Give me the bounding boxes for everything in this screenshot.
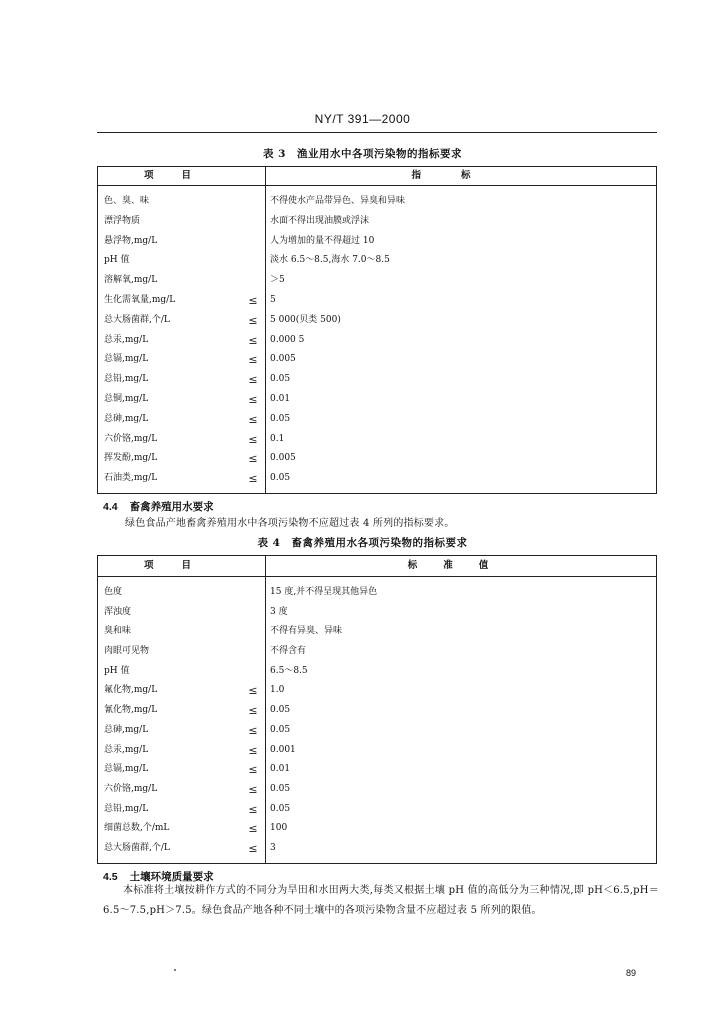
- table-row: [98, 370, 656, 390]
- row-value: 100: [270, 823, 288, 834]
- table4-caption: 表 4 畜禽养殖用水各项污染物的指标要求: [257, 537, 468, 549]
- row-item: 细菌总数,个/mL: [104, 823, 170, 834]
- row-value: 0.01: [270, 393, 291, 404]
- row-item: 总砷,mg/L: [104, 724, 149, 735]
- table-row: [98, 251, 656, 271]
- section-4-5-title: 土壤环境质量要求: [129, 871, 214, 883]
- section-4-4-title: 畜禽养殖用水要求: [129, 501, 214, 513]
- row-item: 肉眼可见物: [104, 646, 150, 657]
- table-row: [98, 839, 656, 859]
- row-limit-symbol: [242, 622, 264, 642]
- row-value: 不得含有: [270, 646, 307, 657]
- row-value: 0.000 5: [270, 334, 305, 345]
- row-item: 石油类,mg/L: [104, 473, 158, 484]
- row-limit-symbol: [242, 232, 264, 252]
- table-row: [98, 311, 656, 331]
- row-limit-symbol: ≤: [248, 802, 258, 816]
- row-item: 总大肠菌群,个/L: [104, 842, 170, 853]
- row-value: 0.005: [270, 453, 296, 464]
- row-limit-symbol: ≤: [248, 432, 258, 446]
- row-limit-symbol: ≤: [248, 293, 258, 307]
- table-row: [98, 701, 656, 721]
- row-limit-symbol: [242, 603, 264, 623]
- table-row: [98, 469, 656, 489]
- row-item: 漂浮物质: [104, 215, 141, 226]
- section-4-4-heading: [103, 499, 214, 514]
- row-value: 0.05: [270, 413, 291, 424]
- row-value: 1.0: [270, 685, 285, 696]
- row-item: 色、臭、味: [104, 196, 150, 206]
- row-limit-symbol: ≤: [248, 704, 258, 718]
- row-item: 总汞,mg/L: [104, 334, 149, 345]
- row-value: 人为增加的量不得超过 10: [270, 235, 375, 246]
- table-row: [98, 642, 656, 662]
- row-item: 氰化物,mg/L: [104, 705, 158, 716]
- section-4-4-text: 绿色食品产地畜禽养殖用水中各项污染物不应超过表 4 所列的指标要求。: [125, 518, 455, 529]
- row-limit-symbol: ≤: [248, 782, 258, 796]
- row-value: 淡水 6.5～8.5,海水 7.0～8.5: [270, 255, 390, 266]
- row-value: 15 度,并不得呈现其他异色: [270, 587, 378, 597]
- row-value: 3: [270, 842, 276, 853]
- table-row: [98, 819, 656, 839]
- row-value: 0.001: [270, 744, 296, 755]
- row-limit-symbol: [242, 642, 264, 662]
- table-row: [98, 741, 656, 761]
- table3: [97, 166, 657, 494]
- row-value: 0.05: [270, 724, 291, 735]
- table-row: [98, 350, 656, 370]
- row-limit-symbol: ≤: [248, 412, 258, 426]
- row-limit-symbol: [242, 583, 264, 603]
- row-item: pH 值: [104, 665, 130, 676]
- table-row: [98, 410, 656, 430]
- row-item: 浑浊度: [104, 606, 132, 617]
- section-4-4-number: 4.4: [103, 501, 118, 513]
- header-rule: [97, 132, 657, 133]
- row-value: 6.5～8.5: [270, 665, 308, 676]
- row-item: 总大肠菌群,个/L: [104, 314, 170, 325]
- page-number: 89: [626, 968, 637, 978]
- table-row: [98, 430, 656, 450]
- table-row: [98, 212, 656, 232]
- table4-col-value: 标准值: [407, 560, 515, 571]
- row-limit-symbol: ≤: [248, 763, 258, 777]
- row-limit-symbol: ≤: [248, 353, 258, 367]
- row-limit-symbol: ≤: [248, 392, 258, 406]
- row-limit-symbol: ≤: [248, 452, 258, 466]
- table-row: [98, 603, 656, 623]
- row-item: 总铅,mg/L: [104, 374, 149, 385]
- table4-col-item: 项目: [98, 556, 266, 576]
- row-limit-symbol: ≤: [248, 472, 258, 486]
- table-row: [98, 662, 656, 682]
- row-value: 5: [270, 294, 276, 305]
- row-item: 生化需氧量,mg/L: [104, 294, 176, 305]
- row-value: ＞5: [270, 275, 285, 286]
- row-item: 总砷,mg/L: [104, 413, 149, 424]
- row-limit-symbol: ≤: [248, 822, 258, 836]
- row-item: 总镉,mg/L: [104, 764, 149, 775]
- table4-header: [98, 556, 656, 577]
- table-row: [98, 780, 656, 800]
- row-value: 5 000(贝类 500): [270, 314, 341, 325]
- row-limit-symbol: ≤: [248, 723, 258, 737]
- table-row: [98, 681, 656, 701]
- row-value: 0.05: [270, 705, 291, 716]
- row-item: 总铅,mg/L: [104, 803, 149, 814]
- row-value: 水面不得出现油膜或浮沫: [270, 215, 370, 226]
- row-limit-symbol: ≤: [248, 373, 258, 387]
- row-item: 臭和味: [104, 626, 132, 637]
- row-value: 0.05: [270, 803, 291, 814]
- table-row: [98, 271, 656, 291]
- row-limit-symbol: ≤: [248, 333, 258, 347]
- row-item: 色度: [104, 587, 123, 597]
- section-4-5-number: 4.5: [103, 871, 118, 883]
- section-4-5-text: 本标准将土壤按耕作方式的不同分为旱田和水田两大类,每类又根据土壤 pH 值的高低分为三种情况,即 pH＜6.5,pH＝6.5～7.5,pH＞7.5。绿色食品产地各种不同土壤中的各项污染物含量不应超过表 5 所列的限值。: [103, 885, 659, 916]
- row-item: pH 值: [104, 255, 130, 266]
- table3-body: [98, 186, 656, 493]
- row-limit-symbol: ≤: [248, 743, 258, 757]
- table3-col-value: 指标: [411, 170, 511, 181]
- table-row: [98, 331, 656, 351]
- table-row: [98, 760, 656, 780]
- row-item: 挥发酚,mg/L: [104, 453, 158, 464]
- row-limit-symbol: [242, 271, 264, 291]
- table3-col-item: 项目: [98, 167, 266, 185]
- table-row: [98, 390, 656, 410]
- header-code: NY/T 391—2000: [314, 112, 411, 126]
- table4-body: [98, 577, 656, 863]
- row-value: 不得使水产品带异色、异臭和异味: [270, 196, 406, 206]
- row-item: 六价铬,mg/L: [104, 783, 158, 794]
- table3-header: [98, 167, 656, 186]
- row-limit-symbol: [242, 251, 264, 271]
- table-row: [98, 721, 656, 741]
- table-row: [98, 622, 656, 642]
- table-row: [98, 192, 656, 212]
- row-value: 0.05: [270, 374, 291, 385]
- row-limit-symbol: ≤: [248, 313, 258, 327]
- row-item: 总镉,mg/L: [104, 354, 149, 365]
- row-item: 六价铬,mg/L: [104, 433, 158, 444]
- row-value: 不得有异臭、异味: [270, 626, 343, 637]
- row-value: 0.1: [270, 433, 285, 444]
- table-row: [98, 800, 656, 820]
- table4: [97, 555, 657, 864]
- row-value: 3 度: [270, 606, 288, 617]
- table-row: [98, 232, 656, 252]
- row-item: 氟化物,mg/L: [104, 685, 158, 696]
- row-limit-symbol: [242, 192, 264, 212]
- row-item: 溶解氧,mg/L: [104, 275, 158, 286]
- row-value: 0.01: [270, 764, 291, 775]
- row-item: 悬浮物,mg/L: [104, 235, 158, 246]
- row-limit-symbol: [242, 662, 264, 682]
- table-row: [98, 291, 656, 311]
- row-item: 总汞,mg/L: [104, 744, 149, 755]
- row-value: 0.005: [270, 354, 296, 365]
- row-value: 0.05: [270, 473, 291, 484]
- row-value: 0.05: [270, 783, 291, 794]
- table3-caption: 表 3 渔业用水中各项污染物的指标要求: [263, 148, 462, 160]
- row-limit-symbol: ≤: [248, 841, 258, 855]
- table-row: [98, 583, 656, 603]
- row-limit-symbol: ≤: [248, 684, 258, 698]
- scan-speck: [174, 969, 176, 971]
- row-item: 总铜,mg/L: [104, 393, 149, 404]
- row-limit-symbol: [242, 212, 264, 232]
- table-row: [98, 449, 656, 469]
